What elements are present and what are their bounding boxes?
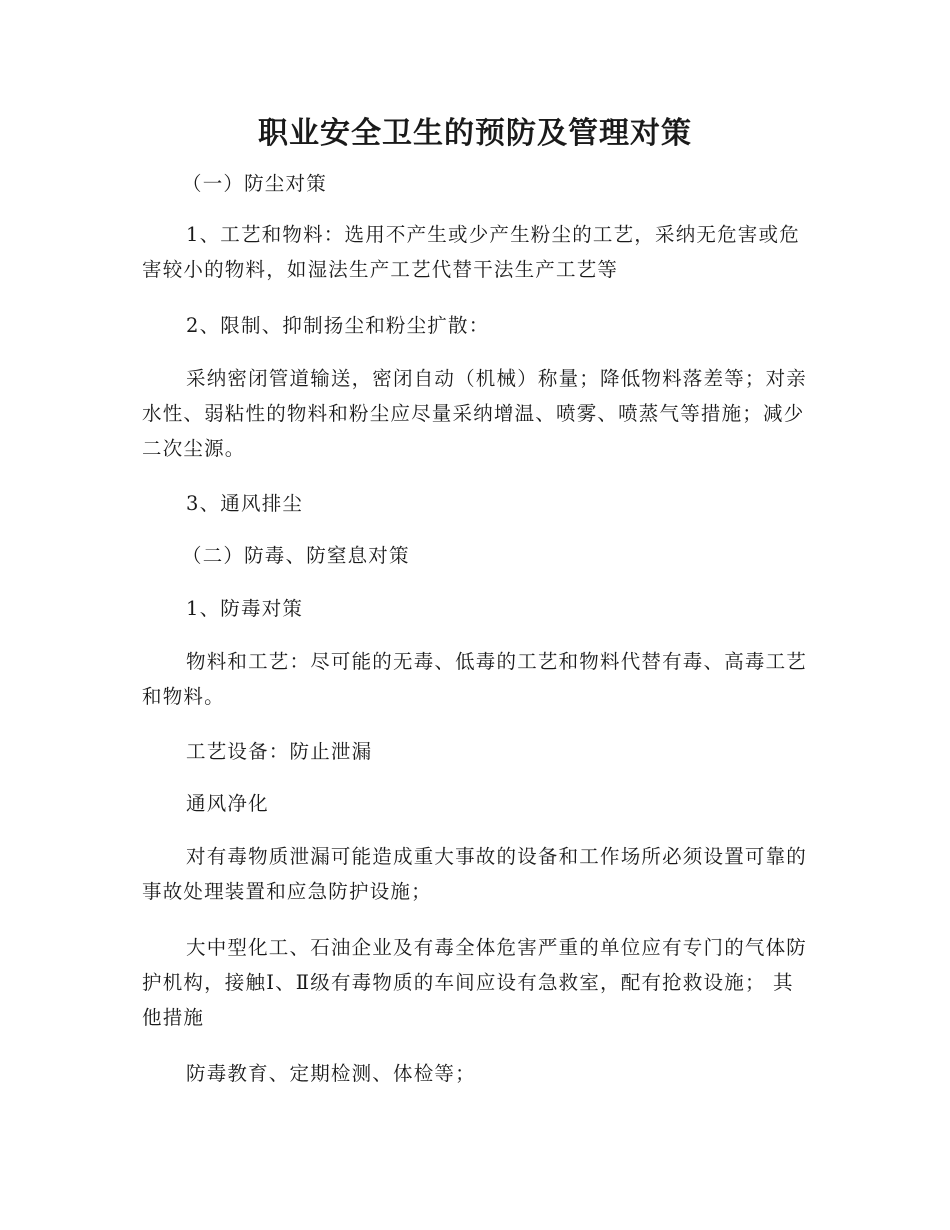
paragraph-dust-2: 2、限制、抑制扬尘和粉尘扩散： xyxy=(186,314,490,337)
paragraph-education: 防毒教育、定期检测、体检等； xyxy=(186,1062,476,1085)
paragraph-ventilation: 通风净化 xyxy=(186,792,269,815)
paragraph-emergency: 对有毒物质泄漏可能造成重大事故的设备和工作场所必须设置可靠的事故处理装置和应急防护设施； xyxy=(142,845,808,903)
paragraph-materials: 物料和工艺：尽可能的无毒、低毒的工艺和物料代替有毒、高毒工艺和物料。 xyxy=(142,650,808,708)
paragraph-dust-1: 1、工艺和物料：选用不产生或少产生粉尘的工艺，采纳无危害或危害较小的物料，如湿法生产工艺代替干法生产工艺等 xyxy=(142,223,800,281)
paragraph-poison-1: 1、防毒对策 xyxy=(186,597,304,620)
paragraph-dust-3: 3、通风排尘 xyxy=(186,492,304,515)
paragraph-equipment: 工艺设备：防止泄漏 xyxy=(186,740,373,763)
paragraph-protection-org: 大中型化工、石油企业及有毒全体危害严重的单位应有专门的气体防护机构，接触Ⅰ、Ⅱ级有毒物质的车间应设有急救室，配有抢救设施； 其他措施 xyxy=(142,936,808,1029)
document-title: 职业安全卫生的预防及管理对策 xyxy=(258,116,692,151)
section-heading-dust: （一）防尘对策 xyxy=(182,172,327,195)
section-heading-poison: （二）防毒、防窒息对策 xyxy=(182,544,410,567)
paragraph-dust-measures: 采纳密闭管道输送，密闭自动（机械）称量；降低物料落差等；对亲水性、弱粘性的物料和粉尘应尽量采纳增温、喷雾、喷蒸气等措施；减少二次尘源。 xyxy=(142,367,808,460)
